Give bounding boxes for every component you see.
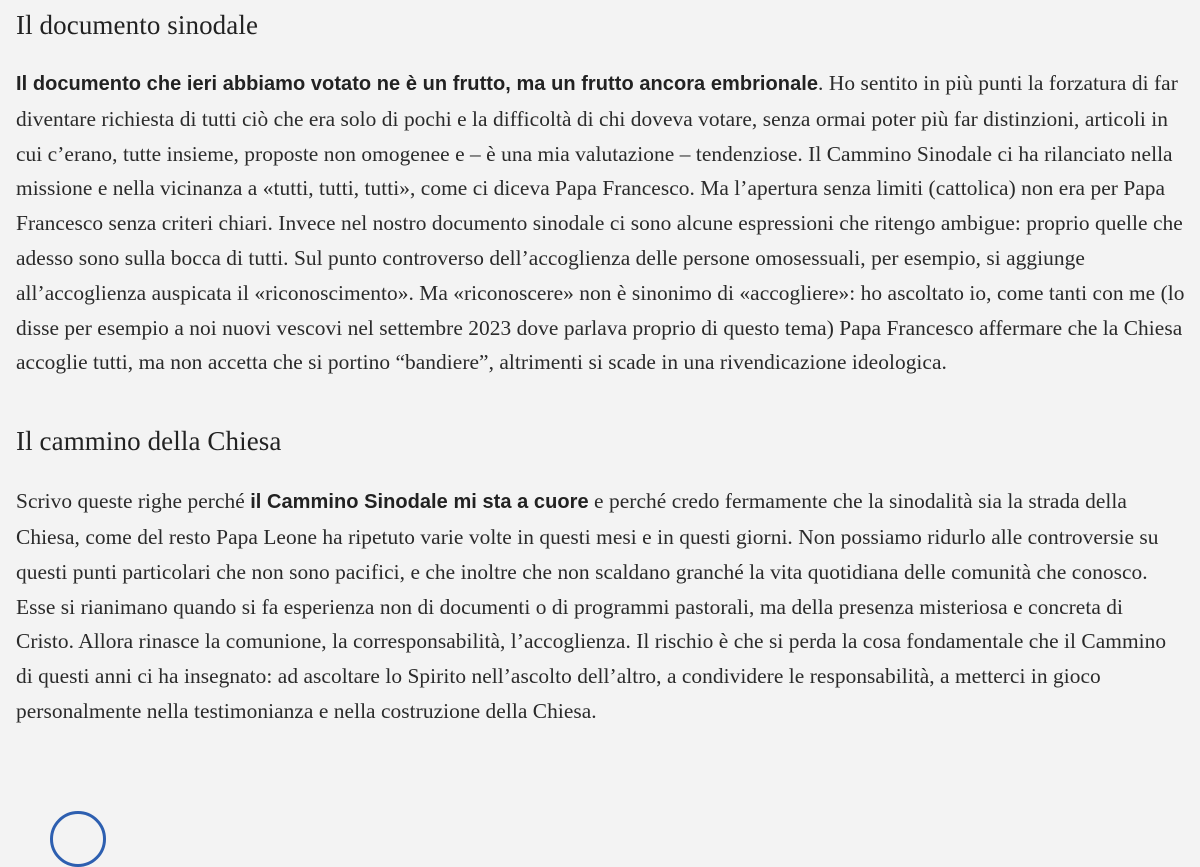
paragraph-text: e perché credo fermamente che la sinodalità sia la strada della Chiesa, come del resto Papa Leone ha ripetuto varie volte in questi mesi e in questi giorni. Non possiamo ridurlo alle controversie su questi punti particolari che non sono pacifici, e che inoltre che non scaldano granché la vita quotidiana delle comunità che conosco. Esse si rianimano quando si fa esperienza non di documenti o di programmi pastorali, ma della presenza misteriosa e concreta di Cristo. Allora rinasce la comunione, la corresponsabilità, l’accoglienza. Il rischio è che si perda la cosa fondamentale che il Cammino di questi anni ci ha insegnato: ad ascoltare lo Spirito nell’ascolto dell’altro, a condividere le responsabilità, a metterci in gioco personalmente nella testimonianza e nella costruzione della Chiesa.: [16, 489, 1167, 723]
section-heading-documento-sinodale: Il documento sinodale: [16, 10, 259, 40]
paragraph-cammino-chiesa: [16, 484, 1186, 729]
bold-lead-sentence: Il documento che ieri abbiamo votato ne è un frutto, ma un frutto ancora embrionale: [16, 73, 819, 95]
section-heading-cammino-chiesa: Il cammino della Chiesa: [16, 426, 282, 457]
article-body: [16, 0, 1186, 729]
floating-action-circle[interactable]: [50, 811, 106, 867]
bold-phrase: il Cammino Sinodale mi sta a cuore: [250, 491, 589, 514]
paragraph-intro: Scrivo queste righe perché: [16, 489, 251, 514]
paragraph-documento-sinodale: [16, 66, 1186, 380]
paragraph-text: . Ho sentito in più punti la forzatura di far diventare richiesta di tutti ciò che era solo di pochi e la difficoltà di chi doveva votare, senza ormai poter più far distinzioni, articoli in cui c’erano, tutte insieme, proposte non omogenee e – è una mia valutazione – tendenziose. Il Cammino Sinodale ci ha rilanciato nella missione e nella vicinanza a «tutti, tutti, tutti», come ci diceva Papa Francesco. Ma l’apertura senza limiti (cattolica) non era per Papa Francesco senza criteri chiari. Invece nel nostro documento sinodale ci sono alcune espressioni che ritengo ambigue: proprio quelle che adesso sono sulla bocca di tutti. Sul punto controverso dell’accoglienza delle persone omosessuali, per esempio, si aggiunge all’accoglienza auspicata il «riconoscimento». Ma «riconoscere» non è sinonimo di «accogliere»: ho ascoltato io, come tanti con me (lo disse per esempio a noi nuovi vescovi nel settembre 2023 dove parlava proprio di questo tema) Papa Francesco affermare che la Chiesa accoglie tutti, ma non accetta che si portino “bandiere”, altrimenti si scade in una rivendicazione ideologica.: [16, 71, 1185, 375]
